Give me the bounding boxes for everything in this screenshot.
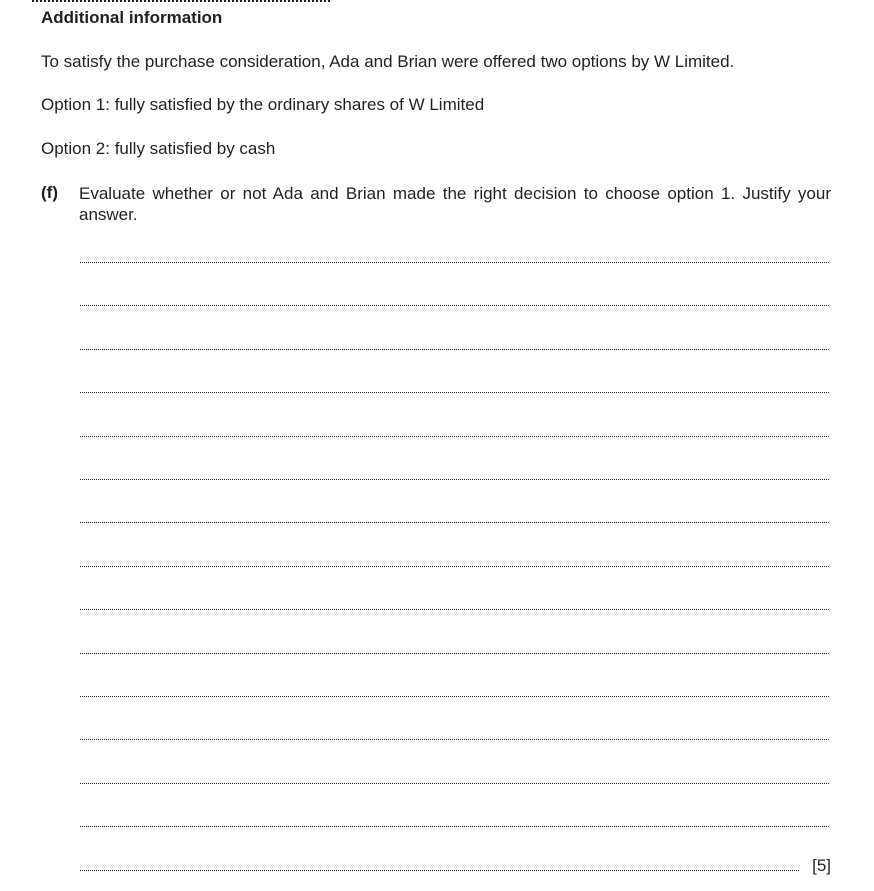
- section-heading: Additional information: [41, 8, 223, 27]
- answer-line[interactable]: [80, 653, 829, 654]
- answer-line[interactable]: [80, 349, 829, 350]
- answer-line[interactable]: [80, 436, 829, 437]
- marks-allocation: [5]: [812, 856, 831, 875]
- answer-line[interactable]: [80, 305, 829, 306]
- option-2-text: Option 2: fully satisfied by cash: [41, 139, 276, 158]
- intro-paragraph: To satisfy the purchase consideration, Ada and Brian were offered two options by W Limited.: [41, 52, 735, 71]
- answer-line[interactable]: [80, 392, 829, 393]
- answer-line[interactable]: [80, 566, 829, 567]
- answer-line[interactable]: [80, 783, 829, 784]
- answer-line[interactable]: [80, 262, 829, 263]
- option-1-text: Option 1: fully satisfied by the ordinary shares of W Limited: [41, 95, 485, 114]
- answer-line[interactable]: [80, 609, 829, 610]
- answer-line[interactable]: [80, 479, 829, 480]
- answer-line[interactable]: [80, 739, 829, 740]
- top-dotted-rule: [32, 0, 330, 2]
- answer-line[interactable]: [80, 696, 829, 697]
- answer-line[interactable]: [80, 870, 799, 871]
- answer-line[interactable]: [80, 522, 829, 523]
- question-label: (f): [41, 183, 58, 202]
- answer-line[interactable]: [80, 826, 829, 827]
- question-text: Evaluate whether or not Ada and Brian made the right decision to choose option 1. Justify your answer.: [79, 184, 831, 224]
